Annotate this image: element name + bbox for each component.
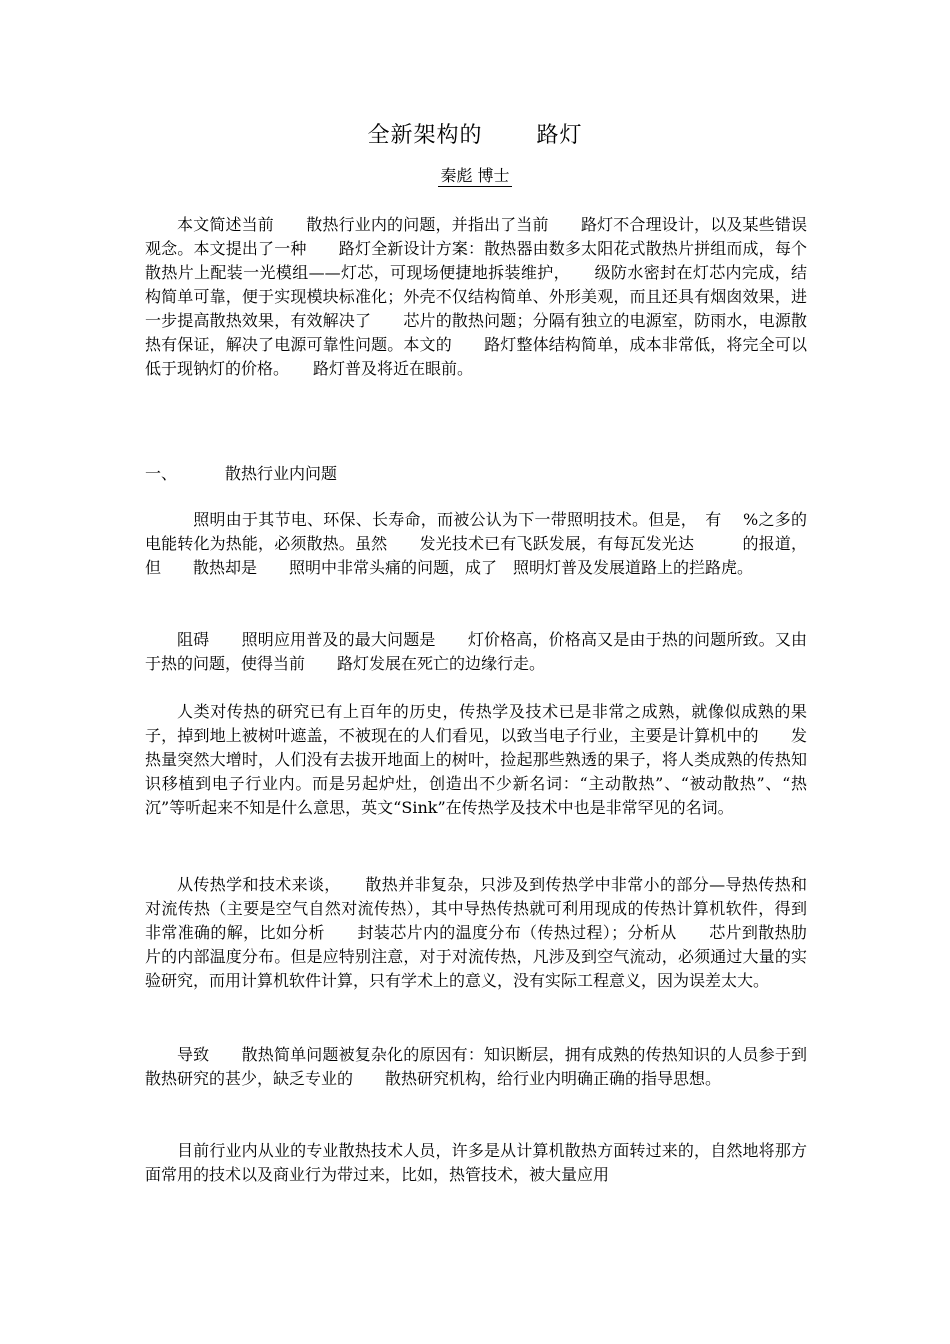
author-line — [0, 163, 950, 186]
body-paragraph: 导致 散热简单问题被复杂化的原因有：知识断层，拥有成熟的传热知识的人员参于到 散热研究的甚少，缺乏专业的 散热研究机构，给行业内明确正确的指导思想。 — [145, 1045, 840, 1088]
body-paragraph: 阻碍 照明应用普及的最大问题是 灯价格高，价格高又是由于热的问题所致。又由于热的问题，使得当前 路灯发展在死亡的边缘行走。 — [145, 630, 807, 673]
section-heading — [145, 461, 337, 484]
body-paragraph: 照明由于其节电、环保、长寿命，而被公认为下一带照明技术。但是， 有 %之多的电能转化为热能，必须散热。虽然 发光技术已有飞跃发展，有每瓦发光达 的报道，但 散热却是 照明中非常头痛的问题，成了 照明灯普及发展道路上的拦路虎。 — [145, 510, 807, 577]
title-part-1: 全新架构的 — [367, 123, 483, 148]
abstract-paragraph: 本文简述当前 散热行业内的问题，并指出了当前 路灯不合理设计，以及某些错误观念。本文提出了一种 路灯全新设计方案：散热器由数多太阳花式散热片拼组而成，每个散热片上配装一光模组——灯芯，可现场便捷地拆装维护， 级防水密封在灯芯内完成，结构简单可靠，便于实现模块标准化；外壳不仅结构简单、外形美观，而且还具有烟囱效果，进一步提高散热效果，有效解决了 芯片的散热问题；分隔有独立的电源室，防雨水，电源散热有保证，解决了电源可靠性问题。本文的 路灯整体结构简单，成本非常低，将完全可以低于现钠灯的价格。 路灯普及将近在眼前。 — [145, 215, 807, 378]
body-paragraph: 目前行业内从业的专业散热技术人员，许多是从计算机散热方面转过来的，自然地将那方面常用的技术以及商业行为带过来，比如，热管技术，被大量应用 — [145, 1141, 807, 1184]
section-number: 一、 — [145, 464, 178, 483]
body-block-2 — [145, 628, 807, 676]
body-block-3 — [145, 700, 807, 820]
body-block-4 — [145, 873, 807, 993]
body-block-5 — [145, 1043, 840, 1091]
body-block-1 — [145, 508, 807, 580]
author-name: 秦彪 博士 — [440, 166, 510, 185]
section-title: 散热行业内问题 — [225, 464, 338, 483]
abstract-block — [145, 213, 807, 381]
body-block-6 — [145, 1139, 807, 1187]
page-title — [0, 118, 950, 149]
title-part-2: 路灯 — [536, 123, 583, 148]
body-paragraph: 人类对传热的研究已有上百年的历史，传热学及技术已是非常之成熟，就像似成熟的果子，掉到地上被树叶遮盖，不被现在的人们看见，以致当电子行业，主要是计算机中的 发热量突然大增时，人们没有去拔开地面上的树叶，捡起那些熟透的果子，将人类成熟的传热知识移植到电子行业内。而是另起炉灶，创造出不少新名词：“主动散热”、“被动散热”、“热沉”等听起来不知是什么意思，英文“Sink”在传热学及技术中也是非常罕见的名词。 — [145, 702, 807, 817]
body-paragraph: 从传热学和技术来谈， 散热并非复杂，只涉及到传热学中非常小的部分—导热传热和对流传热（主要是空气自然对流传热），其中导热传热就可利用现成的传热计算机软件，得到非常准确的解，比如分析 封装芯片内的温度分布（传热过程）；分析从 芯片到散热肋片的内部温度分布。但是应特别注意，对于对流传热，凡涉及到空气流动，必须通过大量的实验研究，而用计算机软件计算，只有学术上的意义，没有实际工程意义，因为误差太大。 — [145, 875, 807, 990]
